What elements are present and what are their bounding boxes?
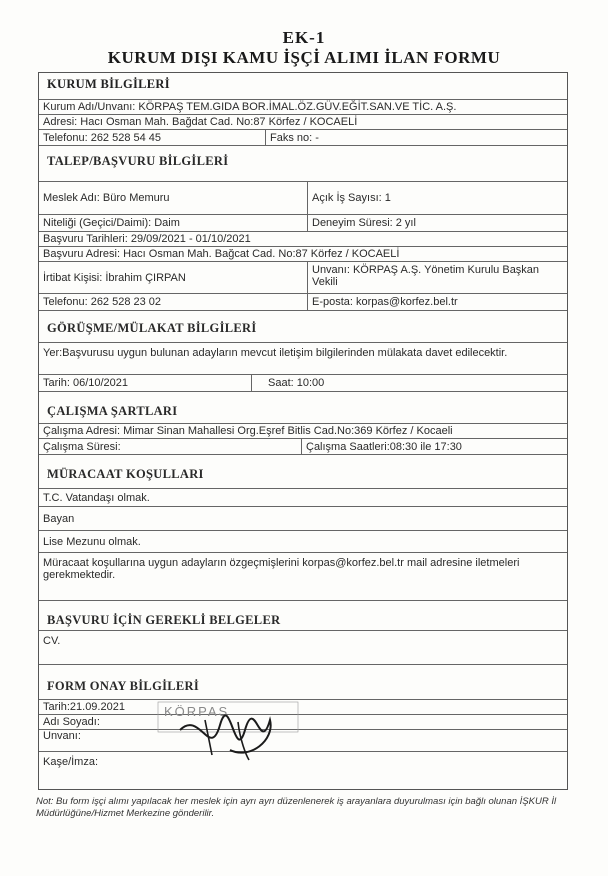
kurum-address: Adresi: Hacı Osman Mah. Bağdat Cad. No:87 Körfez / KOCAELİ — [43, 116, 358, 128]
calisma-header-row — [39, 391, 567, 423]
work-duration: Çalışma Süresi: — [43, 440, 121, 453]
contact-email: E-posta: korpas@korfez.bel.tr — [307, 294, 567, 310]
form-table — [38, 72, 568, 790]
open-jobs: Açık İş Sayısı: 1 — [307, 182, 567, 214]
gorusme-header-row — [39, 310, 567, 342]
application-dates: Başvuru Tarihleri: 29/09/2021 - 01/10/2021 — [43, 233, 251, 245]
requirement-item: Lise Mezunu olmak. — [43, 535, 141, 548]
kurum-name-row — [39, 99, 567, 114]
signature-stamp-image — [150, 700, 310, 770]
job-nature: Niteliği (Geçici/Daimi): Daim — [43, 217, 180, 229]
contact-person: İrtibat Kişisi: İbrahim ÇIRPAN — [43, 271, 186, 284]
kurum-phone-row — [39, 129, 567, 145]
muracaat-item-row — [39, 530, 567, 552]
section-calisma: ÇALIŞMA ŞARTLARI — [47, 404, 178, 418]
gorusme-date-row — [39, 374, 567, 391]
probation: Deneyim Süresi: 2 yıl — [307, 215, 567, 231]
talep-contact-row — [39, 261, 567, 293]
section-belgeler: BAŞVURU İÇİN GEREKLİ BELGELER — [47, 613, 281, 627]
calisma-duration-row — [39, 438, 567, 454]
interview-place: Yer:Başvurusu uygun bulunan adayların mevcut iletişim bilgilerinden mülakata davet edilecektir. — [43, 347, 508, 359]
annex-label: EK-1 — [282, 28, 326, 47]
document-item: CV. — [43, 635, 61, 647]
belgeler-item-row — [39, 630, 567, 664]
belgeler-header-row — [39, 600, 567, 630]
talep-phone-row — [39, 293, 567, 310]
kurum-fax: Faks no: - — [265, 130, 567, 145]
interview-date: Tarih: 06/10/2021 — [43, 377, 129, 389]
approval-date: Tarih:21.09.2021 — [43, 701, 125, 713]
kurum-address-row — [39, 114, 567, 129]
muracaat-item-row — [39, 506, 567, 530]
section-gorusme: GÖRÜŞME/MÜLAKAT BİLGİLERİ — [47, 321, 257, 335]
application-address: Başvuru Adresi: Hacı Osman Mah. Bağcat Cad. No:87 Körfez / KOCAELİ — [43, 248, 400, 260]
contact-phone: Telefonu: 262 528 23 02 — [43, 296, 162, 308]
muracaat-item-row — [39, 552, 567, 600]
talep-nature-row — [39, 214, 567, 231]
talep-address-row — [39, 246, 567, 261]
work-hours: Çalışma Saatleri:08:30 ile 17:30 — [301, 439, 567, 454]
calisma-address-row — [39, 423, 567, 438]
kurum-name: Kurum Adı/Unvanı: KÖRPAŞ TEM.GIDA BOR.İMAL.ÖZ.GÜV.EĞİT.SAN.VE TİC. A.Ş. — [43, 101, 457, 113]
requirement-item: Bayan — [43, 512, 75, 525]
approval-title: Unvanı: — [43, 730, 81, 742]
stamp-text: KÖRPAŞ — [164, 704, 230, 719]
section-talep: TALEP/BAŞVURU BİLGİLERİ — [47, 154, 229, 168]
section-onay: FORM ONAY BİLGİLERİ — [47, 679, 200, 693]
approval-stamp-label: Kaşe/İmza: — [43, 756, 99, 768]
talep-profession-row — [39, 181, 567, 214]
signature-stroke — [205, 720, 249, 760]
requirement-item: T.C. Vatandaşı olmak. — [43, 491, 150, 504]
section-muracaat: MÜRACAAT KOŞULLARI — [47, 467, 204, 481]
approval-name: Adı Soyadı: — [43, 716, 100, 728]
interview-time: Saat: 10:00 — [251, 375, 567, 391]
muracaat-item-row — [39, 488, 567, 506]
profession: Meslek Adı: Büro Memuru — [43, 192, 170, 204]
onay-header-row — [39, 664, 567, 699]
contact-title: Unvanı: KÖRPAŞ A.Ş. Yönetim Kurulu Başkan Vekili — [307, 262, 567, 293]
section-kurum: KURUM BİLGİLERİ — [47, 77, 170, 91]
talep-dates-row — [39, 231, 567, 246]
kurum-phone: Telefonu: 262 528 54 45 — [43, 131, 162, 144]
work-address: Çalışma Adresi: Mimar Sinan Mahallesi Org.Eşref Bitlis Cad.No:369 Körfez / Kocaeli — [43, 425, 453, 437]
requirement-item: Müracaat koşullarına uygun adayların özgeçmişlerini korpas@korfez.bel.tr mail adresine iletmeleri gerekmektedir. — [43, 557, 520, 581]
signature-stroke — [180, 715, 271, 752]
muracaat-header-row — [39, 454, 567, 488]
form-title: KURUM DIŞI KAMU İŞÇİ ALIMI İLAN FORMU — [107, 48, 501, 67]
footnote: Not: Bu form işçi alımı yapılacak her meslek için ayrı ayrı düzenlenerek iş arayanlara duyurulması için bağlı olunan İŞKUR İl Müdürlüğüne/Hizmet Merkezine gönderilir. — [36, 796, 557, 819]
talep-header-row — [39, 145, 567, 181]
gorusme-place-row — [39, 342, 567, 374]
